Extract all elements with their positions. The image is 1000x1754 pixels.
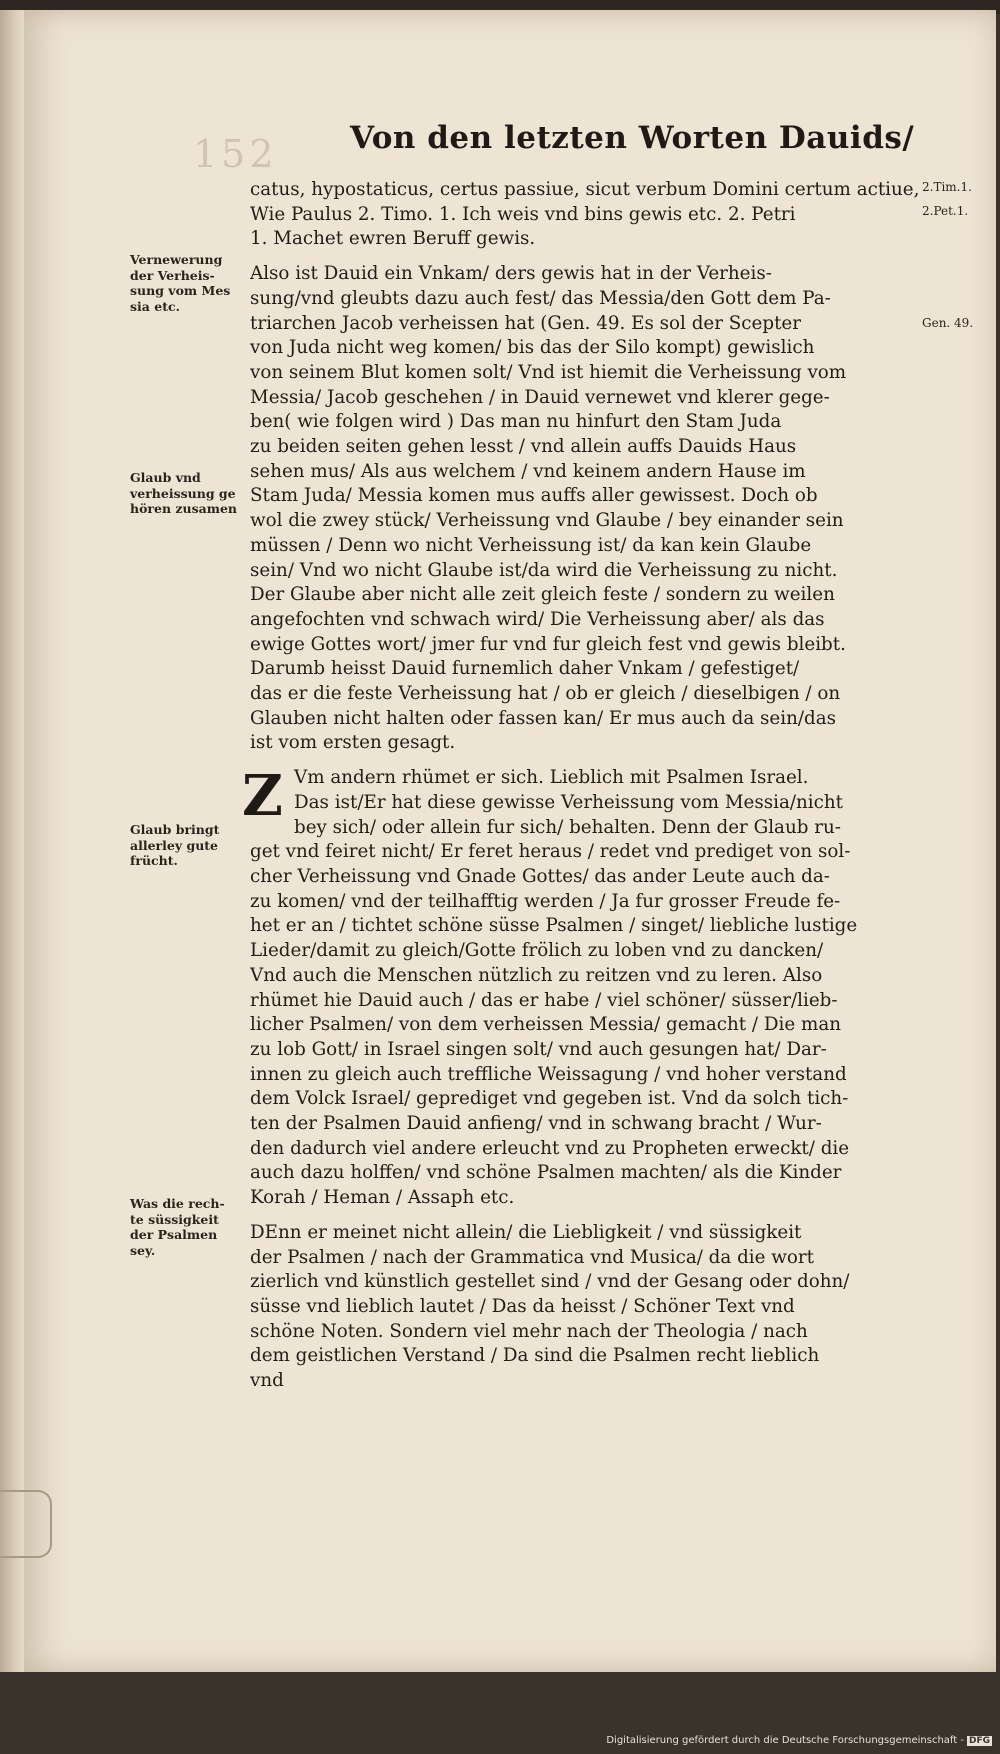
margin-note-line: verheissung ge [130, 485, 236, 501]
text-line: ben( wie folgen wird ) Das man nu hinfurt den Stam Juda [250, 411, 782, 433]
text-line: müssen / Denn wo nicht Verheissung ist/ da kan kein Glaube [250, 534, 812, 556]
text-line: von seinem Blut komen solt/ Vnd ist hiemit die Verheissung vom [250, 361, 847, 383]
paragraph-latin-intro [250, 178, 920, 252]
margin-note-line: allerley gute [130, 837, 219, 853]
text-line: Vnd auch die Menschen nützlich zu reitzen vnd zu leren. Also [250, 964, 823, 986]
text-line: zu lob Gott/ in Israel singen solt/ vnd auch gesungen hat/ Dar- [250, 1038, 827, 1060]
scan-clip-mark [0, 1490, 52, 1558]
text-line: den dadurch viel andere erleucht vnd zu Propheten erweckt/ die [250, 1137, 850, 1159]
margin-reference-gen: Gen. 49. [922, 316, 974, 330]
text-line: innen zu gleich auch treffliche Weissagung / vnd hoher verstand [250, 1063, 847, 1085]
text-line: licher Psalmen/ von dem verheissen Messia/ gemacht / Die man [250, 1014, 842, 1036]
margin-note-line: te süssigkeit [130, 1211, 219, 1227]
margin-note-line: Was die rech- [130, 1196, 225, 1211]
text-line: dem geistlichen Verstand / Da sind die Psalmen recht lieblich [250, 1345, 820, 1367]
page-gutter [0, 10, 24, 1672]
text-line: Also ist Dauid ein Vnkam/ ders gewis hat in der Verheis- [250, 263, 772, 285]
text-line: angefochten vnd schwach wird/ Die Verheissung aber/ als das [250, 608, 825, 630]
text-line: auch dazu holffen/ vnd schöne Psalmen machten/ als die Kinder [250, 1162, 842, 1184]
text-line: Messia/ Jacob geschehen / in Dauid vernewet vnd klerer gege- [250, 386, 830, 408]
margin-note-line: frücht. [130, 853, 178, 868]
text-line: Korah / Heman / Assaph etc. [250, 1187, 515, 1209]
text-line: triarchen Jacob verheissen hat (Gen. 49. Es sol der Scepter [250, 312, 801, 334]
text-line: Vm andern rhümet er sich. Lieblich mit Psalmen Israel. [294, 767, 809, 789]
text-line: Lieder/damit zu gleich/Gotte frölich zu loben vnd zu dancken/ [250, 940, 824, 962]
margin-note-line: Glaub bringt [130, 822, 220, 837]
text-line: ten der Psalmen Dauid anfieng/ vnd in schwang bracht / Wur- [250, 1113, 822, 1135]
running-head: Von den letzten Worten Dauids/ [350, 120, 915, 156]
text-line: cher Verheissung vnd Gnade Gottes/ das ander Leute auch da- [250, 865, 830, 887]
margin-reference-2pet: 2.Pet.1. [922, 204, 969, 218]
text-line: Der Glaube aber nicht alle zeit gleich feste / sondern zu weilen [250, 584, 835, 606]
text-line: sung/vnd gleubts dazu auch fest/ das Messia/den Gott dem Pa- [250, 287, 831, 309]
text-line: Glauben nicht halten oder fassen kan/ Er mus auch da sein/das [250, 707, 836, 729]
text-line: het er an / tichtet schöne süsse Psalmen / singet/ liebliche lustige [250, 915, 858, 937]
margin-note-good-fruit [130, 822, 248, 869]
margin-note-renewal [130, 252, 248, 314]
margin-note-line: sey. [130, 1242, 156, 1258]
text-line: DEnn er meinet nicht allein/ die Liebligkeit / vnd süssigkeit [250, 1221, 802, 1243]
text-line: Darumb heisst Dauid furnemlich daher Vnkam / gefestiget/ [250, 658, 800, 680]
text-line: sein/ Vnd wo nicht Glaube ist/da wird die Verheissung zu nicht. [250, 559, 838, 581]
paragraph-psalms-praise [242, 763, 920, 1211]
text-line: rhümet hie Dauid auch / das er habe / viel schöner/ süsser/lieb- [250, 989, 838, 1011]
margin-reference-2tim: 2.Tim.1. [922, 180, 972, 194]
margin-note-line: Glaub vnd [130, 470, 201, 485]
text-line: ist vom ersten gesagt. [250, 732, 456, 754]
text-line: dem Volck Israel/ geprediget vnd gegeben ist. Vnd da solch tich- [250, 1088, 849, 1110]
paragraph-david-promise [250, 262, 920, 756]
credit-text: Digitalisierung gefördert durch die Deutsche Forschungsgemeinschaft - [606, 1735, 964, 1746]
text-line: 1. Machet ewren Beruff gewis. [250, 228, 536, 250]
text-line: sehen mus/ Als aus welchem / vnd keinem andern Hause im [250, 460, 806, 482]
text-line: Stam Juda/ Messia komen mus auffs aller gewissest. Doch ob [250, 485, 818, 507]
main-text-column [242, 178, 920, 1394]
text-line: der Psalmen / nach der Grammatica vnd Musica/ da die wort [250, 1246, 815, 1268]
margin-note-line: sia etc. [130, 298, 180, 314]
text-line: ewige Gottes wort/ jmer fur vnd fur gleich fest vnd gewis bleibt. [250, 633, 846, 655]
text-line: das er die feste Verheissung hat / ob er gleich / dieselbigen / on [250, 683, 841, 705]
margin-note-line: der Verheis- [130, 267, 215, 283]
text-line: Wie Paulus 2. Timo. 1. Ich weis vnd bins gewis etc. 2. Petri [250, 203, 796, 225]
text-line: bey sich/ oder allein fur sich/ behalten. Denn der Glaub ru- [294, 816, 841, 838]
text-line: get vnd feiret nicht/ Er feret heraus / redet vnd prediget von sol- [250, 841, 851, 863]
margin-note-sweetness [130, 1196, 248, 1258]
drop-initial: Z [242, 763, 283, 830]
margin-note-faith-promise [130, 470, 248, 517]
paragraph-psalms-sweetness [250, 1221, 920, 1394]
margin-note-line: hören zusamen [130, 501, 237, 516]
catchword: vnd [250, 1370, 284, 1392]
page-number: 152 [193, 132, 278, 176]
text-line: catus, hypostaticus, certus passiue, sicut verbum Domini certum actiue, [250, 179, 920, 200]
margin-note-line: der Psalmen [130, 1227, 218, 1242]
text-line: zu komen/ vnd der teilhafftig werden / Ja fur grosser Freude fe- [250, 890, 841, 912]
digitization-credit [606, 1735, 992, 1746]
text-line: zierlich vnd künstlich gestellet sind / vnd der Gesang oder dohn/ [250, 1271, 850, 1293]
text-line: von Juda nicht weg komen/ bis das der Silo kompt) gewislich [250, 337, 815, 359]
margin-note-line: Vernewerung [130, 252, 223, 267]
text-line: Das ist/Er hat diese gewisse Verheissung vom Messia/nicht [294, 791, 844, 813]
dfg-logo: DFG [968, 1736, 990, 1746]
text-line: süsse vnd lieblich lautet / Das da heisst / Schöner Text vnd [250, 1295, 795, 1317]
text-line: schöne Noten. Sondern viel mehr nach der Theologia / nach [250, 1320, 808, 1342]
text-line: wol die zwey stück/ Verheissung vnd Glaube / bey einander sein [250, 510, 844, 532]
margin-note-line: sung vom Mes [130, 283, 231, 298]
text-line: zu beiden seiten gehen lesst / vnd allein auffs Dauids Haus [250, 436, 797, 458]
